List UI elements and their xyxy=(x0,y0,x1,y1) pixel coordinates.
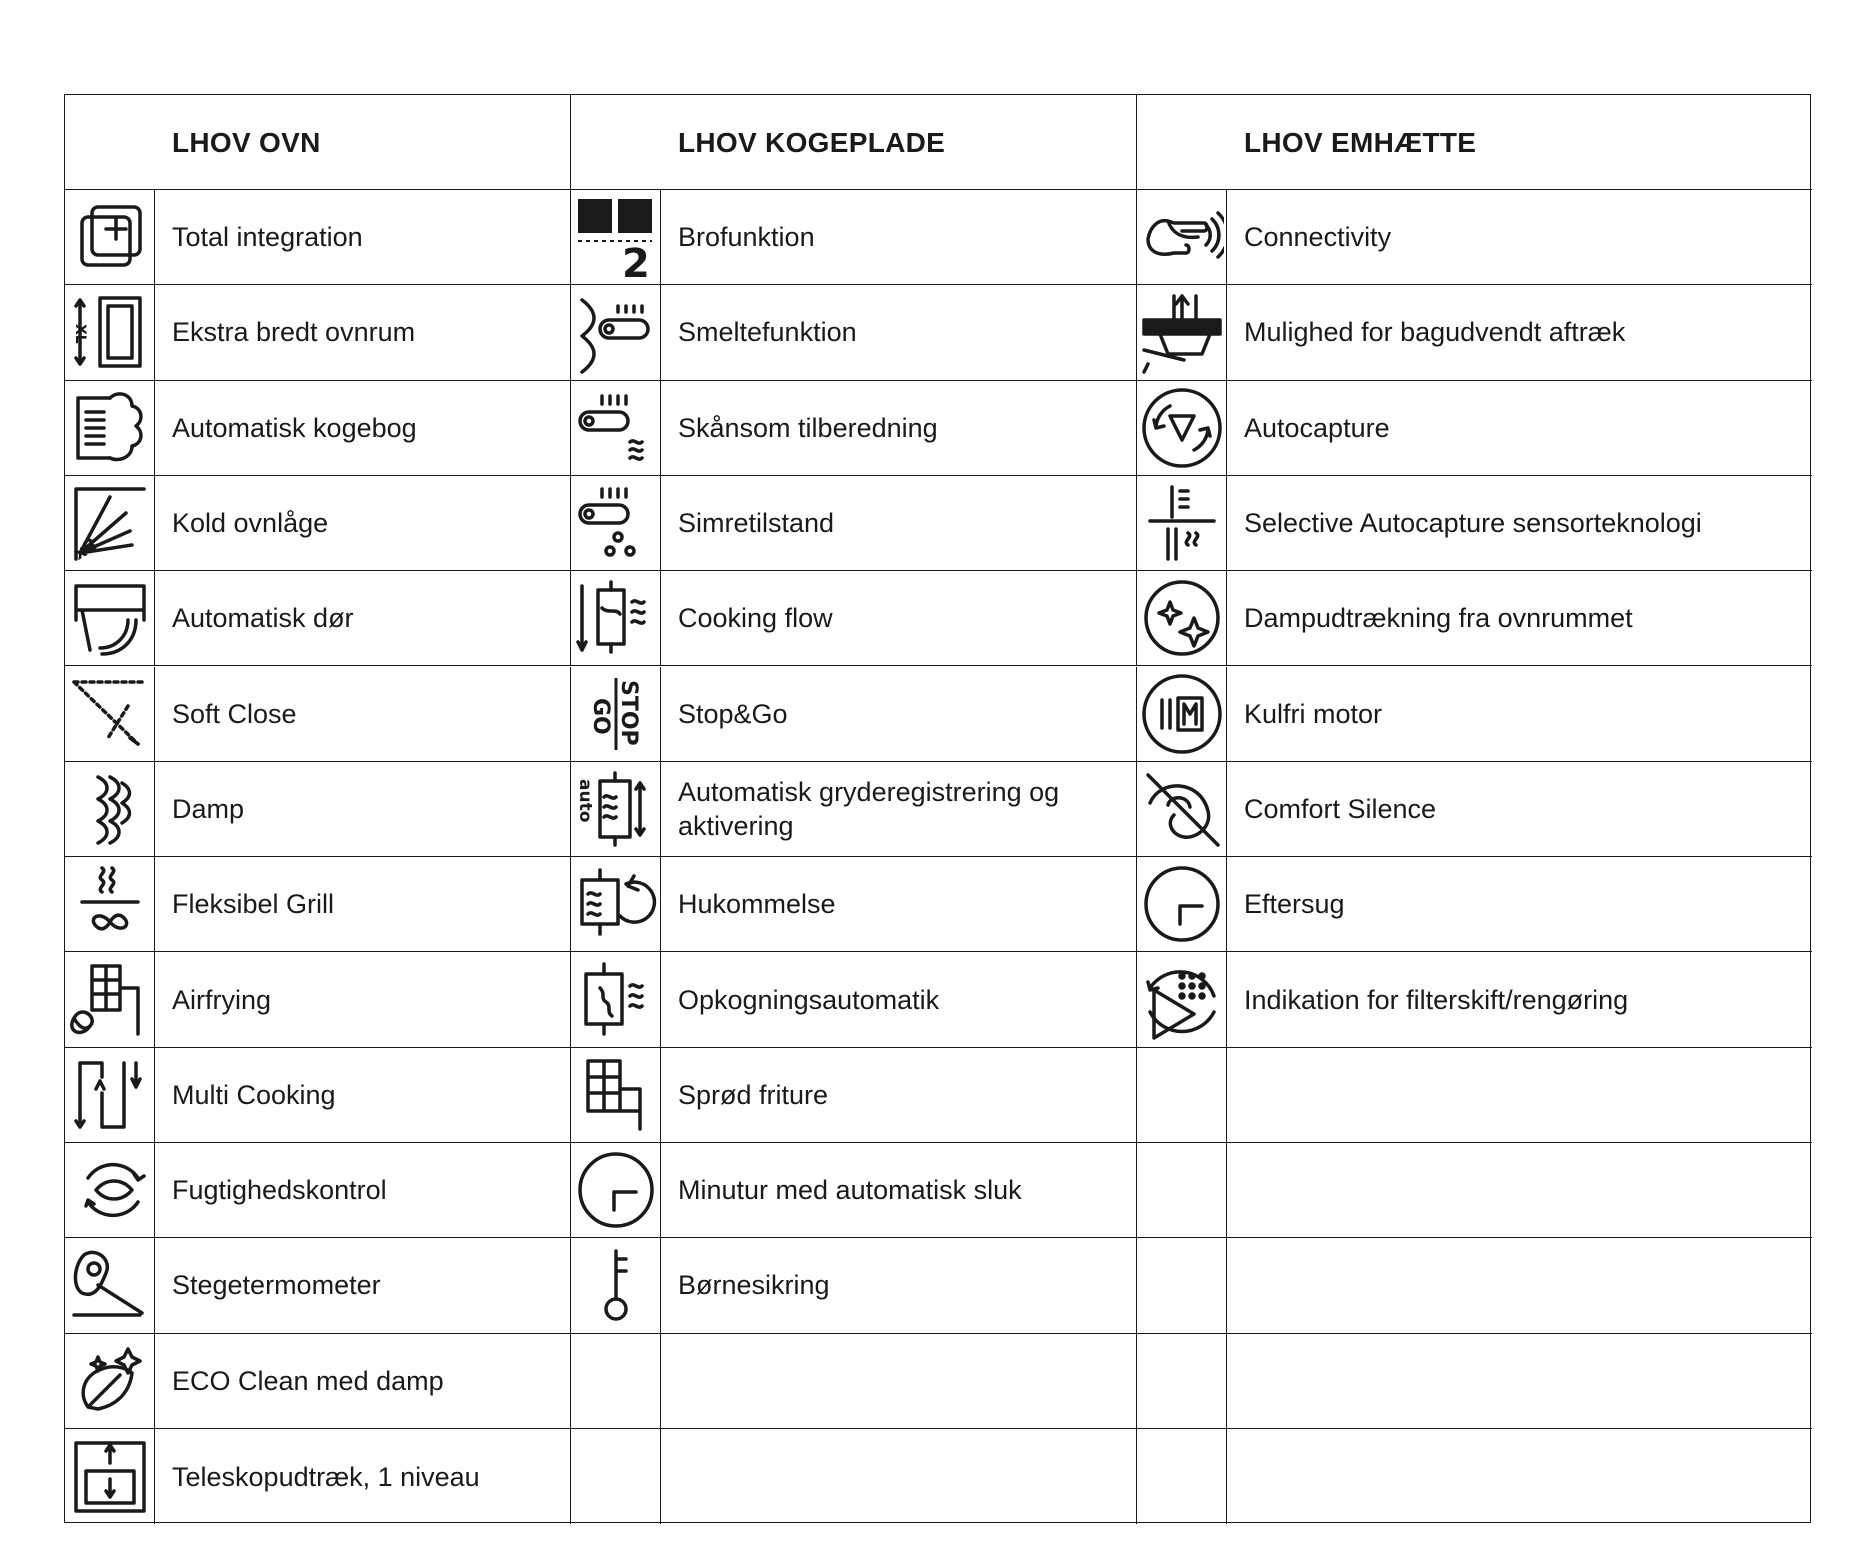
feature-label xyxy=(1227,381,1812,476)
child-lock-icon xyxy=(571,1238,661,1333)
feature-label xyxy=(661,857,1137,952)
feature-label-text: Sprød friture xyxy=(678,1079,829,1110)
feature-label-text: Kulfri motor xyxy=(1244,698,1383,729)
eco-clean-icon xyxy=(65,1334,155,1429)
feature-label xyxy=(155,952,571,1047)
feature-label xyxy=(1227,190,1812,285)
feature-label-text: Cooking flow xyxy=(678,603,833,634)
feature-label-text: Total integration xyxy=(172,222,363,253)
feature-label-text: Skånsom tilberedning xyxy=(678,412,938,443)
feature-label-text: Smeltefunktion xyxy=(678,317,857,348)
feature-label xyxy=(155,1143,571,1238)
empty-icon-cell xyxy=(1137,1143,1227,1238)
feature-label-text: Kold ovnlåge xyxy=(172,508,329,539)
feature-label xyxy=(661,381,1137,476)
svg-text:auto: auto xyxy=(574,778,595,823)
feature-label-text: Ekstra bredt ovnrum xyxy=(172,317,416,348)
feature-label xyxy=(155,571,571,666)
steam-icon xyxy=(65,762,155,857)
stop-go-icon xyxy=(571,667,661,762)
feature-label-text: Simretilstand xyxy=(678,508,835,539)
flexible-grill-icon xyxy=(65,857,155,952)
feature-label xyxy=(1227,952,1812,1047)
feature-label-text: Airfrying xyxy=(172,984,272,1015)
automatic-door-icon xyxy=(65,571,155,666)
meat-thermometer-icon xyxy=(65,1238,155,1333)
feature-label-text: Damp xyxy=(172,793,245,824)
empty-icon-cell xyxy=(1137,1238,1227,1333)
svg-text:GO: GO xyxy=(587,697,613,735)
feature-label xyxy=(155,190,571,285)
column-header-1 xyxy=(65,95,571,190)
feature-label xyxy=(155,1238,571,1333)
feature-label-text: Hukommelse xyxy=(678,889,836,920)
feature-label xyxy=(661,1048,1137,1143)
feature-label-text: Dampudtrækning fra ovnrummet xyxy=(1244,603,1633,634)
cooking-flow-icon xyxy=(571,571,661,666)
brushless-motor-icon xyxy=(1137,667,1227,762)
empty-label-cell xyxy=(1227,1334,1812,1429)
empty-icon-cell xyxy=(1137,1048,1227,1143)
auto-pot-detection-icon xyxy=(571,762,661,857)
feature-label-text: Soft Close xyxy=(172,698,297,729)
steam-extraction-icon xyxy=(1137,571,1227,666)
empty-label-cell xyxy=(1227,1429,1812,1524)
empty-label-cell xyxy=(1227,1238,1812,1333)
feature-table xyxy=(64,94,1811,1523)
feature-label-text: Stop&Go xyxy=(678,698,788,729)
feature-label-text: Automatisk kogebog xyxy=(172,412,417,443)
feature-label xyxy=(1227,857,1812,952)
feature-label xyxy=(155,1429,571,1524)
feature-label-text: Automatisk gryderegistrering og aktivering xyxy=(678,776,1060,841)
feature-label xyxy=(1227,667,1812,762)
xl-oven-icon xyxy=(65,285,155,380)
column-header-2 xyxy=(571,95,1137,190)
feature-label xyxy=(155,1048,571,1143)
feature-label xyxy=(1227,285,1812,380)
feature-label-text: Fleksibel Grill xyxy=(172,889,335,920)
after-suction-icon xyxy=(1137,857,1227,952)
column-header-3 xyxy=(1137,95,1812,190)
feature-label-text: Autocapture xyxy=(1244,412,1390,443)
feature-label xyxy=(661,1143,1137,1238)
feature-label-text: Minutur med automatisk sluk xyxy=(678,1175,1022,1206)
column-title: LHOV OVN xyxy=(172,127,321,158)
empty-label-cell xyxy=(661,1334,1137,1429)
memory-icon xyxy=(571,857,661,952)
feature-label-text: Mulighed for bagudvendt aftræk xyxy=(1244,317,1626,348)
airfrying-icon xyxy=(65,952,155,1047)
sensor-icon xyxy=(1137,476,1227,571)
rear-exhaust-icon xyxy=(1137,285,1227,380)
feature-label xyxy=(155,667,571,762)
cold-door-icon xyxy=(65,476,155,571)
feature-label xyxy=(155,762,571,857)
boil-automatic-icon xyxy=(571,952,661,1047)
filter-indicator-icon xyxy=(1137,952,1227,1047)
feature-label xyxy=(661,285,1137,380)
gentle-cooking-icon xyxy=(571,381,661,476)
simmer-icon xyxy=(571,476,661,571)
feature-label-text: Connectivity xyxy=(1244,222,1392,253)
feature-label-text: Eftersug xyxy=(1244,889,1345,920)
svg-text:STOP: STOP xyxy=(615,679,641,746)
feature-label-text: Børnesikring xyxy=(678,1270,830,1301)
feature-label xyxy=(661,762,1137,857)
feature-label xyxy=(1227,571,1812,666)
empty-icon-cell xyxy=(1137,1429,1227,1524)
feature-label xyxy=(661,1238,1137,1333)
empty-icon-cell xyxy=(1137,1334,1227,1429)
crispy-fry-icon xyxy=(571,1048,661,1143)
comfort-silence-icon xyxy=(1137,762,1227,857)
svg-text:XL: XL xyxy=(71,324,88,345)
connectivity-icon xyxy=(1137,190,1227,285)
feature-label xyxy=(155,285,571,380)
feature-label-text: Fugtighedskontrol xyxy=(172,1175,387,1206)
empty-label-cell xyxy=(661,1429,1137,1524)
telescopic-rail-icon xyxy=(65,1429,155,1524)
feature-label-text: Opkogningsautomatik xyxy=(678,984,940,1015)
feature-label xyxy=(155,1334,571,1429)
column-title: LHOV KOGEPLADE xyxy=(678,127,946,158)
feature-label xyxy=(155,476,571,571)
feature-label-text: Multi Cooking xyxy=(172,1079,336,1110)
feature-label-text: Teleskopudtræk, 1 niveau xyxy=(172,1461,480,1492)
empty-icon-cell xyxy=(571,1334,661,1429)
feature-label xyxy=(661,476,1137,571)
bridge-function-icon xyxy=(571,190,661,285)
feature-label xyxy=(661,952,1137,1047)
empty-label-cell xyxy=(1227,1048,1812,1143)
feature-label-text: Automatisk dør xyxy=(172,603,354,634)
feature-label xyxy=(661,667,1137,762)
total-integration-icon xyxy=(65,190,155,285)
svg-text:2: 2 xyxy=(621,241,650,280)
feature-label-text: Comfort Silence xyxy=(1244,793,1437,824)
feature-label-text: Selective Autocapture sensorteknologi xyxy=(1244,508,1702,539)
feature-label-text: Brofunktion xyxy=(678,222,815,253)
svg-text:x3: x3 xyxy=(69,534,101,565)
cookbook-icon xyxy=(65,381,155,476)
soft-close-icon xyxy=(65,667,155,762)
humidity-control-icon xyxy=(65,1143,155,1238)
multi-cooking-icon xyxy=(65,1048,155,1143)
autocapture-icon xyxy=(1137,381,1227,476)
feature-label xyxy=(155,381,571,476)
timer-icon xyxy=(571,1143,661,1238)
empty-label-cell xyxy=(1227,1143,1812,1238)
feature-label xyxy=(155,857,571,952)
feature-label xyxy=(661,571,1137,666)
melt-function-icon xyxy=(571,285,661,380)
feature-label-text: ECO Clean med damp xyxy=(172,1365,444,1396)
feature-label xyxy=(1227,476,1812,571)
column-title: LHOV EMHÆTTE xyxy=(1244,127,1477,158)
feature-label xyxy=(661,190,1137,285)
feature-label-text: Stegetermometer xyxy=(172,1270,381,1301)
feature-label xyxy=(1227,762,1812,857)
feature-label-text: Indikation for filterskift/rengøring xyxy=(1244,984,1629,1015)
empty-icon-cell xyxy=(571,1429,661,1524)
